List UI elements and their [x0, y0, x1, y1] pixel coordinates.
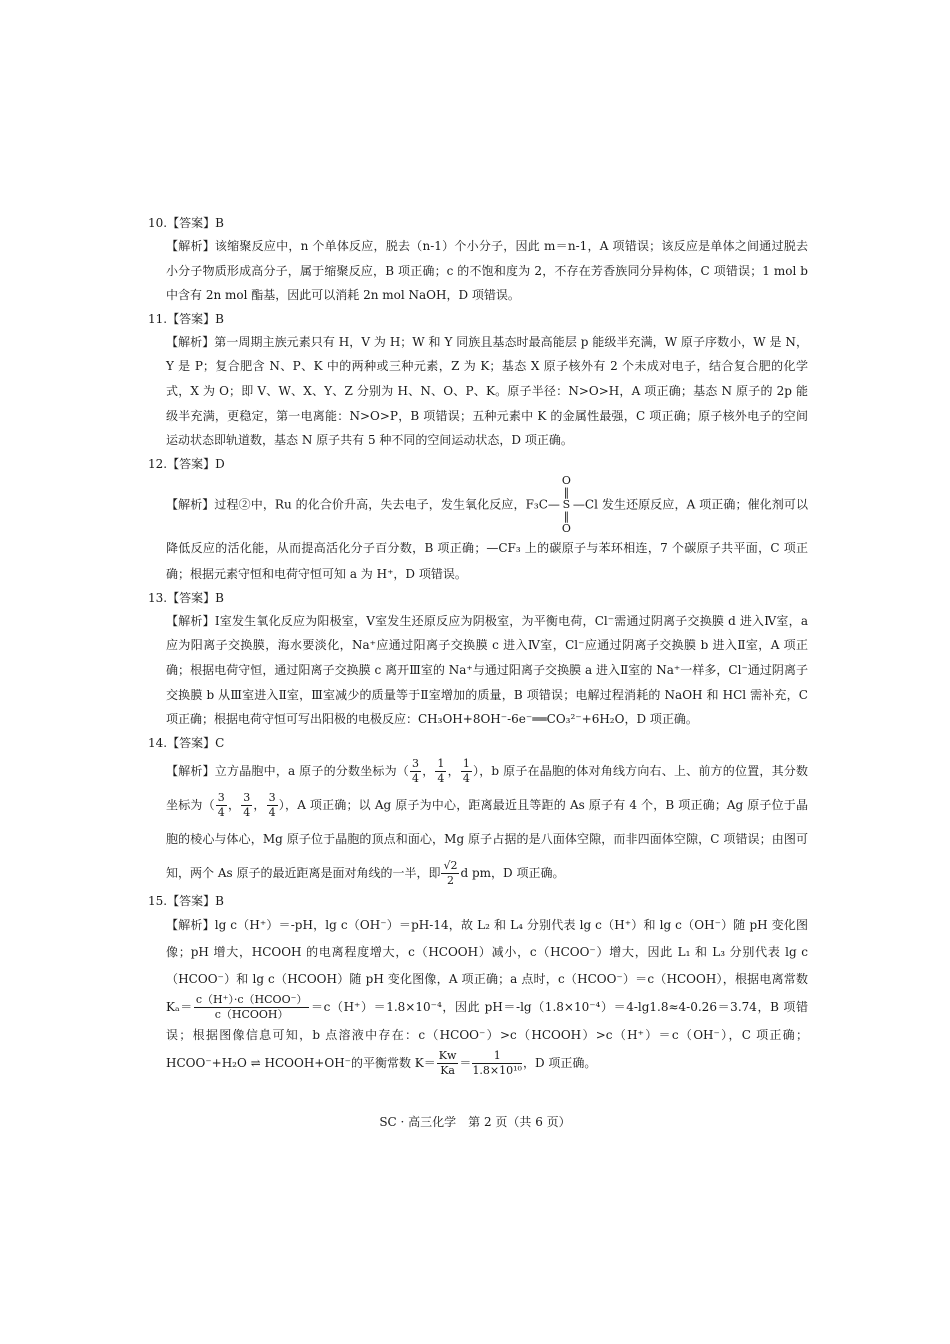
fraction-3-4 [216, 791, 227, 820]
denominator: c（HCOOH） [214, 1007, 289, 1021]
q14-text-1: 【解析】立方晶胞中，a 原子的分数坐标为（ [166, 763, 410, 778]
answer-content [148, 212, 808, 1078]
fraction-1-4 [461, 757, 472, 786]
comma: ， [447, 763, 460, 778]
comma: ， [227, 797, 241, 812]
denominator: 4 [412, 771, 420, 785]
numerator: 1 [472, 1049, 522, 1064]
q12-text-b: —Cl 发生还原反应，A 项正确；催化剂可以降低反应的活化能，从而提高活化分子百分数，B 项正确；—CF₃ 上的碳原子与苯环相连，7 个碳原子共平面，C 项正确；根据元素守恒和电荷守恒可知 a 为 H⁺，D 项错误。 [166, 497, 808, 581]
ka-fraction [194, 993, 310, 1022]
q10-answer: 10.【答案】B [148, 216, 224, 230]
q14-answer: 14.【答案】C [148, 735, 225, 750]
numerator: √2 [443, 858, 458, 872]
q14-analysis [148, 754, 808, 890]
sulfonyl-group [562, 475, 571, 535]
sulfur-atom: S [562, 497, 571, 511]
q15-answer: 15.【答案】B [148, 893, 224, 908]
denominator: 1.8×10¹⁰ [472, 1063, 522, 1077]
fraction-sqrt2-2 [441, 859, 459, 888]
q13-answer: 13.【答案】B [148, 590, 224, 605]
q15-text-3: ，D 项正确。 [522, 1055, 597, 1070]
q14-text-4: d pm，D 项正确。 [460, 865, 565, 880]
q14-text-3: ），A 项正确；以 Ag 原子为中心，距离最近且等距的 As 原子有 4 个，B 项正确；Ag 原子位于晶胞的棱心与体心，Mg 原子位于晶胞的顶点和面心，Mg 原子占据的是八面体空隙，而非四面体空隙，C 项错误；由图可知，两个 As 原子的最近距离是面对角线的一半，即 [166, 797, 808, 880]
numerator: 1 [437, 756, 445, 770]
constant-fraction [472, 1049, 522, 1078]
q11-answer: 11.【答案】B [148, 311, 224, 326]
q14-text-2: ），b 原子在晶胞的体对角线方向右、上、前方的位置，其分数坐标为（ [166, 763, 808, 812]
oxygen-bottom: O [561, 521, 571, 535]
denominator: Ka [440, 1063, 455, 1077]
denominator: 4 [437, 771, 445, 785]
q11-analysis: 【解析】第一周期主族元素只有 H，V 为 H；W 和 Y 同族且基态时最高能层 p 能级半充满，W 原子序数小，W 是 N，Y 是 P；复合肥含 N、P、K 中的两种或三种元素，Z 为 K；基态 X 原子核外有 2 个未成对电子，结合复合肥的化学式，X 为 O；即 V、W、X、Y、Z 分别为 H、N、O、P、K。原子半径：N>O>H，A 项正确；基态 N 原子的 2p 能级半充满，更稳定，第一电离能：N>O>P，B 项错误；五种元素中 K 的金属性最强，C 项正确；原子核外电子的空间运动状态即轨道数，基态 N 原子共有 5 种不同的空间运动状态，D 项正确。 [166, 334, 808, 448]
q12-analysis [148, 475, 808, 587]
numerator: 3 [243, 790, 251, 804]
fraction-3-4 [410, 757, 421, 786]
numerator: 3 [217, 790, 225, 804]
q12-answer: 12.【答案】D [148, 456, 225, 471]
denominator: 4 [217, 805, 225, 819]
q15-text-2: ＝c（H⁺）＝1.8×10⁻⁴，因此 pH＝-lg（1.8×10⁻⁴）＝4-lg1.8≈4-0.26＝3.74，B 项错误；根据图像信息可知，b 点溶液中存在：c（HCOO⁻）>c（HCOOH）>c（H⁺）＝c（OH⁻），C 项正确；HCOO⁻+H₂O ⇌ HCOOH+OH⁻的平衡常数 K＝ [166, 999, 808, 1070]
denominator: 4 [268, 805, 276, 819]
oxygen-top: O [561, 473, 571, 487]
fraction-3-4 [267, 791, 278, 820]
q12-text-a: 【解析】过程②中，Ru 的化合价升高，失去电子，发生氧化反应，F₃C— [166, 497, 560, 512]
kw-ka-fraction [437, 1049, 459, 1078]
denominator: 4 [243, 805, 251, 819]
double-bond-bottom: ‖ [563, 509, 570, 523]
q15-analysis [148, 912, 808, 1078]
q13-analysis: 【解析】Ⅰ室发生氧化反应为阳极室，Ⅴ室发生还原反应为阴极室，为平衡电荷，Cl⁻需通过阴离子交换膜 d 进入Ⅳ室，a 应为阳离子交换膜，海水要淡化，Na⁺应通过阳离子交换膜 c 进入Ⅳ室，Cl⁻应通过阴离子交换膜 b 进入Ⅱ室，A 项正确；根据电荷守恒，通过阳离子交换膜 c 离开Ⅲ室的 Na⁺与通过阳离子交换膜 a 进入Ⅱ室的 Na⁺一样多，Cl⁻通过阴离子交换膜 b 从Ⅲ室进入Ⅱ室，Ⅲ室减少的质量等于Ⅱ室增加的质量，B 项错误；电解过程消耗的 NaOH 和 HCl 需补充，C 项正确；根据电荷守恒可写出阳极的电极反应：CH₃OH+8OH⁻-6e⁻══CO₃²⁻+6H₂O，D 项正确。 [166, 613, 808, 727]
comma: ， [253, 797, 266, 812]
fraction-3-4 [241, 791, 252, 820]
numerator: 3 [268, 790, 276, 804]
denominator: 4 [462, 771, 470, 785]
denominator: 2 [446, 873, 454, 887]
numerator: 3 [412, 756, 420, 770]
page-footer: SC · 高三化学 第 2 页（共 6 页） [379, 1115, 571, 1129]
q15-text-1: 【解析】lg c（H⁺）＝-pH，lg c（OH⁻）＝pH-14，故 L₂ 和 L₄ 分别代表 lg c（H⁺）和 lg c（OH⁻）随 pH 变化图像；pH 增大，HCOOH 的电离程度增大，c（HCOOH）减小，c（HCOO⁻）增大，因此 L₁ 和 L₃ 分别代表 lg c（HCOO⁻）和 lg c（HCOOH）随 pH 变化图像，A 项正确；a 点时，c（HCOO⁻）＝c（HCOOH），根据电离常数 Kₐ＝ [166, 917, 808, 1014]
q10-analysis: 【解析】该缩聚反应中，n 个单体反应，脱去（n-1）个小分子，因此 m＝n-1，A 项错误；该反应是单体之间通过脱去小分子物质形成高分子，属于缩聚反应，B 项正确；c 的不饱和度为 2，不存在芳香族同分异构体，C 项错误；1 mol b 中含有 2n mol 酯基，因此可以消耗 2n mol NaOH，D 项错误。 [166, 239, 808, 303]
numerator: Kw [438, 1048, 457, 1062]
numerator: c（H⁺）·c（HCOO⁻） [195, 992, 308, 1006]
double-bond-top: ‖ [563, 485, 570, 499]
numerator: 1 [462, 756, 470, 770]
fraction-1-4 [435, 757, 446, 786]
comma: ， [422, 763, 435, 778]
equals-sign: ＝ [459, 1055, 472, 1070]
